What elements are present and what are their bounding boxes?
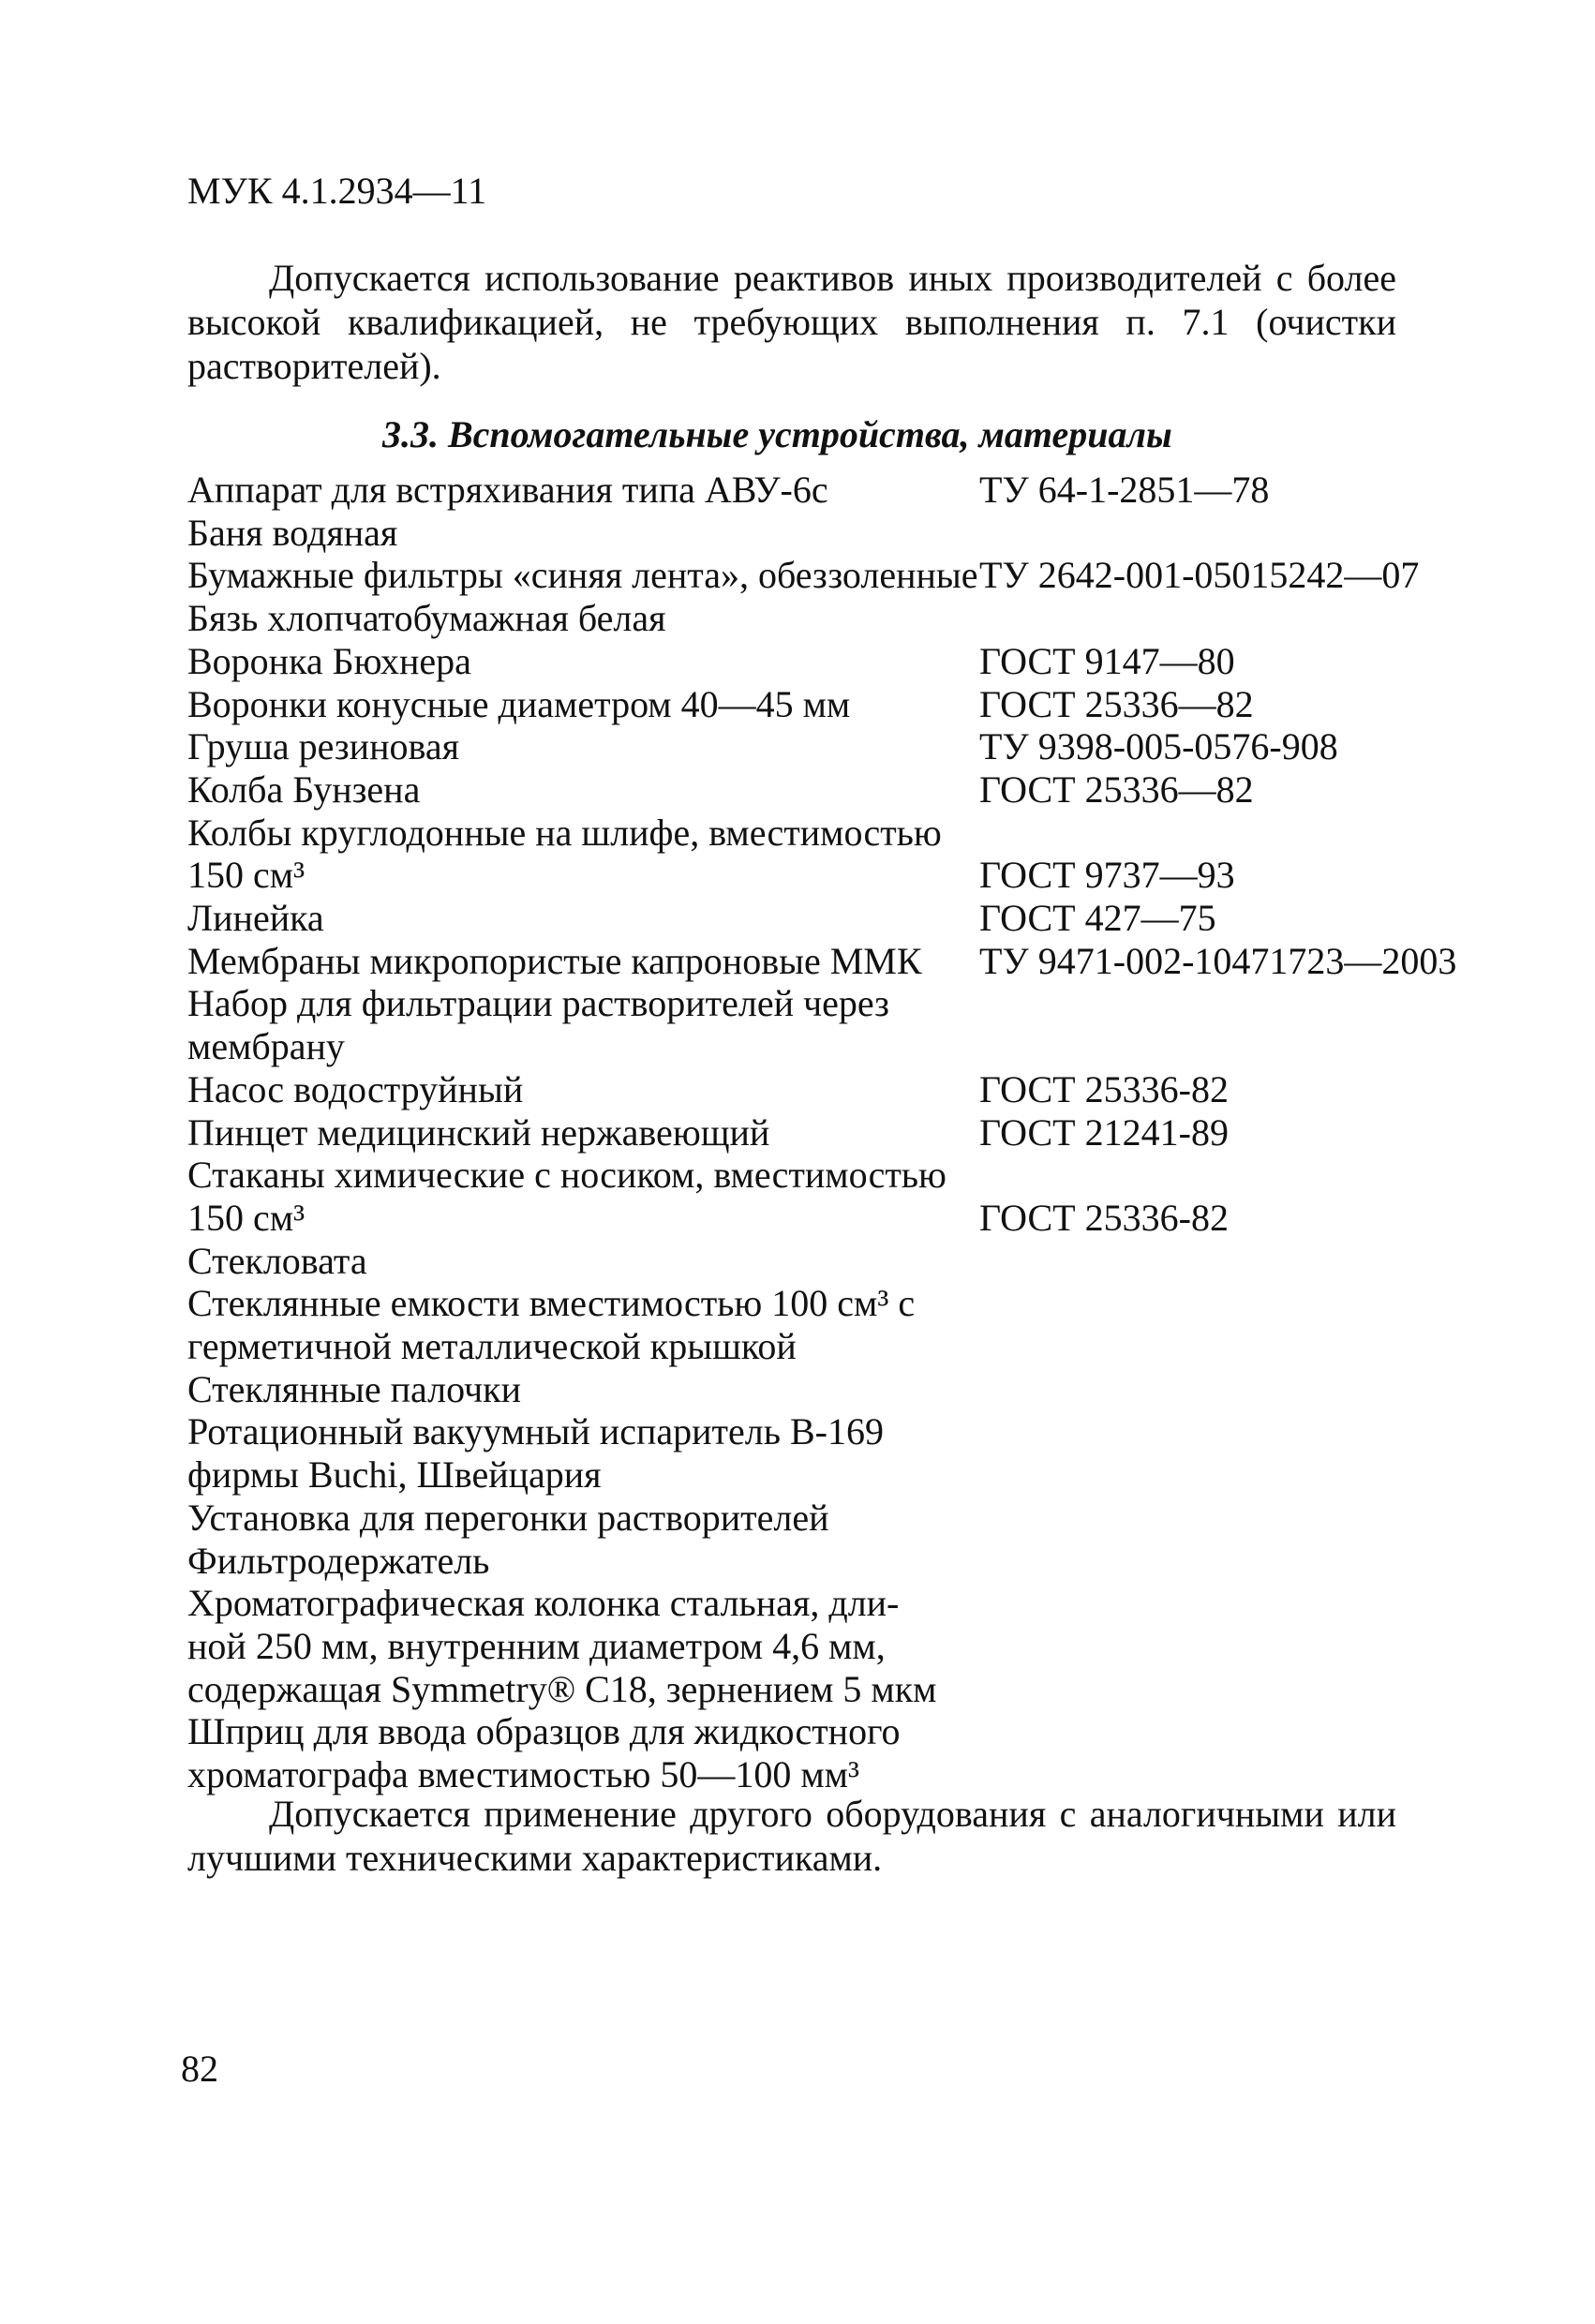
list-item [187, 897, 1453, 940]
item-standard [979, 597, 1453, 640]
list-item [187, 812, 1453, 897]
item-standard: ГОСТ 9147—80 [979, 639, 1235, 682]
section-title: 3.3. Вспомогательные устройства, материалы [382, 413, 1172, 455]
item-name: Хроматографическая колонка стальная, дли- ной 250 мм, внутренним диаметром 4,6 мм, содержащая Symmetry® C18, зернением 5 мкм [187, 1582, 937, 1710]
closing-paragraph: Допускается применение другого оборудования с аналогичными или лучшими техническими характеристиками. [187, 1793, 1396, 1879]
item-standard: ГОСТ 9737—93 [979, 854, 1235, 897]
list-item [187, 554, 1453, 597]
item-standard [979, 982, 1453, 1067]
item-standard [979, 1282, 1453, 1367]
item-standard [979, 1240, 1453, 1283]
list-item [187, 1240, 1453, 1283]
item-name: Шприц для ввода образцов для жидкостного хроматографа вместимостью 50—100 мм³ [187, 1710, 901, 1796]
list-item [187, 512, 1453, 555]
list-item [187, 1282, 1453, 1367]
item-standard [979, 1582, 1453, 1710]
item-standard: ТУ 9471-002-10471723—2003 [979, 939, 1457, 982]
list-item [187, 1111, 1453, 1155]
list-item [187, 1368, 1453, 1411]
item-name: Воронка Бюхнера [187, 639, 471, 682]
item-standard: ГОСТ 25336-82 [979, 1067, 1229, 1110]
list-item [187, 1582, 1453, 1710]
list-item [187, 597, 1453, 640]
list-item [187, 1540, 1453, 1583]
list-item [187, 1497, 1453, 1540]
item-standard: ТУ 64-1-2851—78 [979, 469, 1270, 511]
item-standard: ГОСТ 427—75 [979, 897, 1216, 940]
item-name: Стеклянные палочки [187, 1367, 522, 1410]
item-standard [979, 1710, 1453, 1795]
equipment-list [187, 469, 1457, 1796]
item-name: Колбы круглодонные на шлифе, вместимостью 150 см³ [187, 811, 942, 897]
list-item [187, 1068, 1453, 1111]
item-name: Линейка [187, 897, 324, 940]
item-name: Стаканы химические с носиком, вместимостью 150 см³ [187, 1154, 947, 1239]
list-item [187, 469, 1453, 512]
document-header: МУК 4.1.2934—11 [187, 170, 487, 212]
item-name: Аппарат для встряхивания типа АВУ-6с [187, 469, 828, 511]
item-name: Пинцет медицинский нержавеющий [187, 1110, 770, 1154]
item-standard: ТУ 2642-001-05015242—07 [979, 554, 1420, 597]
list-item [187, 683, 1453, 726]
list-item [187, 768, 1453, 812]
item-name: Стеклянные емкости вместимостью 100 см³ с герметичной металлической крышкой [187, 1282, 916, 1368]
item-standard [979, 1540, 1453, 1583]
page-number: 82 [181, 2048, 218, 2090]
list-item [187, 1410, 1453, 1496]
item-name: Бязь хлопчатобумажная белая [187, 597, 666, 640]
list-item [187, 1154, 1453, 1239]
item-name: Ротационный вакуумный испаритель В-169 фирмы Buchi, Швейцария [187, 1410, 884, 1497]
list-item [187, 1710, 1453, 1795]
list-item [187, 982, 1453, 1067]
list-item [187, 939, 1457, 983]
item-name: Бумажные фильтры «синяя лента», обеззоленные [187, 554, 978, 597]
item-standard [979, 1410, 1453, 1496]
item-standard: ГОСТ 25336—82 [979, 682, 1254, 725]
item-name: Баня водяная [187, 511, 398, 554]
item-name: Груша резиновая [187, 725, 459, 768]
item-standard: ГОСТ 25336—82 [979, 767, 1254, 811]
intro-paragraph: Допускается использование реактивов иных производителей с более высокой квалификацией, не требующих выполнения п. 7.1 (очистки растворителей). [187, 257, 1396, 387]
item-name: Колба Бунзена [187, 767, 421, 811]
item-standard: ГОСТ 25336-82 [979, 1196, 1229, 1239]
item-name: Набор для фильтрации растворителей через мембрану [187, 982, 889, 1068]
item-name: Мембраны микропористые капроновые ММК [187, 939, 922, 982]
item-standard: ТУ 9398-005-0576-908 [979, 725, 1338, 768]
item-name: Фильтродержатель [187, 1539, 490, 1582]
list-item [187, 725, 1453, 768]
item-name: Установка для перегонки растворителей [187, 1496, 829, 1539]
item-name: Насос водоструйный [187, 1067, 524, 1110]
list-item [187, 640, 1453, 683]
item-standard [979, 1368, 1453, 1411]
item-standard [979, 1497, 1453, 1540]
item-standard [979, 512, 1453, 555]
item-standard: ГОСТ 21241-89 [979, 1110, 1229, 1154]
item-name: Стекловата [187, 1239, 367, 1282]
item-name: Воронки конусные диаметром 40—45 мм [187, 682, 851, 725]
